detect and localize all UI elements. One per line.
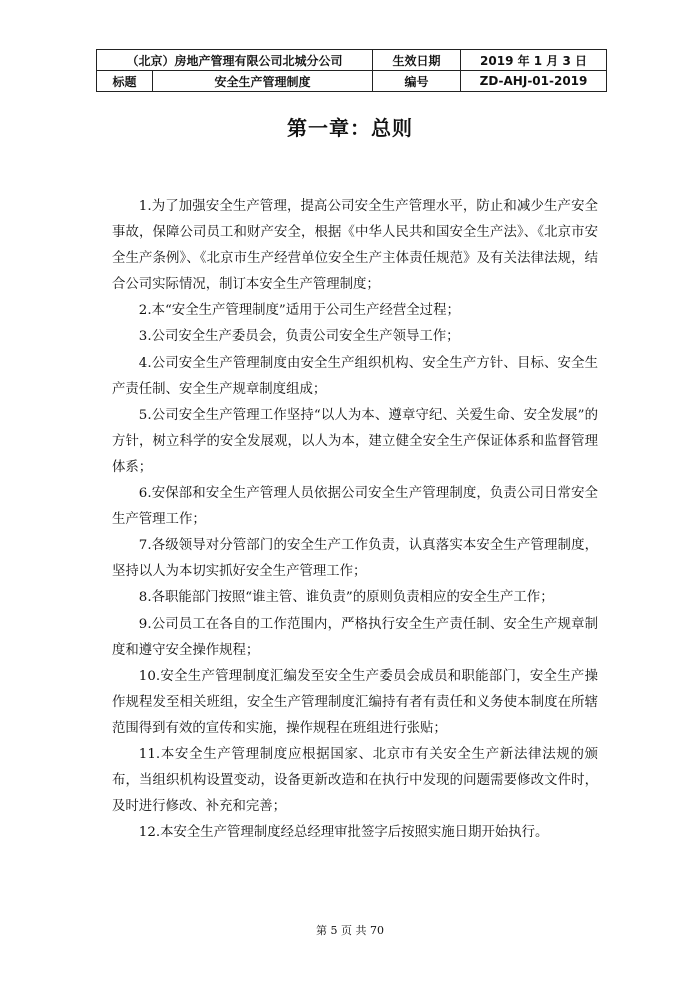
paragraph: 4.公司安全生产管理制度由安全生产组织机构、安全生产方针、目标、安全生产责任制、安全生产规章制度组成； — [112, 355, 598, 397]
effective-date-label: 生效日期 — [373, 50, 461, 71]
header-row-title — [97, 71, 607, 92]
paragraph: 6.安保部和安全生产管理人员依据公司安全生产管理制度，负责公司日常安全生产管理工作； — [112, 486, 598, 528]
document-body — [112, 194, 598, 846]
title-value: 安全生产管理制度 — [153, 71, 373, 92]
effective-date-value: 2019 年 1 月 3 日 — [461, 50, 607, 71]
paragraph: 11.本安全生产管理制度应根据国家、北京市有关安全生产新法律法规的颁布，当组织机构设置变动，设备更新改造和在执行中发现的问题需要修改文件时，及时进行修改、补充和完善； — [112, 746, 598, 815]
number-label: 编号 — [373, 71, 461, 92]
paragraph: 2.本“安全生产管理制度”适用于公司生产经营全过程； — [138, 303, 460, 319]
paragraph: 7.各级领导对分管部门的安全生产工作负责，认真落实本安全生产管理制度，坚持以人为本切实抓好安全生产管理工作； — [112, 538, 598, 580]
chapter-title: 第一章：总则 — [287, 116, 413, 140]
number-value: ZD-AHJ-01-2019 — [461, 71, 607, 92]
document-header-table — [96, 49, 607, 92]
page-footer: 第 5 页 共 70 — [316, 924, 384, 937]
company-name: （北京）房地产管理有限公司北城分公司 — [97, 50, 373, 71]
header-row-company — [97, 50, 607, 71]
paragraph: 8.各职能部门按照“谁主管、谁负责”的原则负责相应的安全生产工作； — [138, 590, 554, 606]
paragraph: 3.公司安全生产委员会，负责公司安全生产领导工作； — [138, 329, 460, 345]
paragraph: 5.公司安全生产管理工作坚持“以人为本、遵章守纪、关爱生命、安全发展”的方针，树立科学的安全发展观，以人为本，建立健全安全生产保证体系和监督管理体系； — [112, 407, 598, 475]
paragraph: 1.为了加强安全生产管理，提高公司安全生产管理水平，防止和减少生产安全事故，保障公司员工和财产安全，根据《中华人民共和国安全生产法》、《北京市安全生产条例》、《北京市生产经营单位安全生产主体责任规范》及有关法律法规，结合公司实际情况，制订本安全生产管理制度； — [112, 199, 598, 293]
paragraph: 12.本安全生产管理制度经总经理审批签字后按照实施日期开始执行。 — [138, 825, 549, 841]
paragraph: 9.公司员工在各自的工作范围内，严格执行安全生产责任制、安全生产规章制度和遵守安全操作规程； — [112, 616, 598, 658]
title-label: 标题 — [97, 71, 153, 92]
paragraph: 10.安全生产管理制度汇编发至安全生产委员会成员和职能部门，安全生产操作规程发至相关班组，安全生产管理制度汇编持有者有责任和义务使本制度在所辖范围得到有效的宣传和实施，操作规程在班组进行张贴； — [112, 668, 598, 736]
